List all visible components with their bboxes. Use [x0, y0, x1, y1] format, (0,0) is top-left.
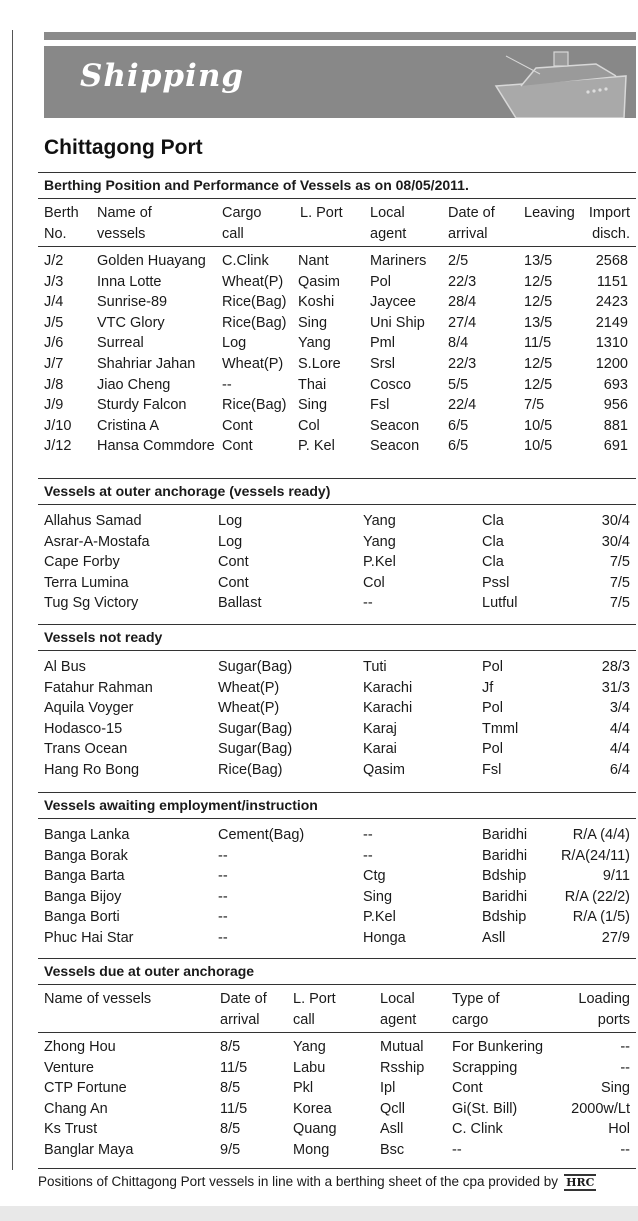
due-agent-col-header: Local agent: [380, 991, 417, 1028]
local-agent-cell: Mutual: [380, 1039, 424, 1055]
awaiting-row: [38, 846, 636, 867]
due-row: [38, 1140, 636, 1161]
awaiting-row: [38, 907, 636, 928]
berthing-row: [38, 375, 636, 396]
l-port-cell: Nant: [298, 253, 329, 269]
local-agent-cell: Pol: [482, 741, 503, 758]
awaiting-row: [38, 887, 636, 908]
hrc-logo: HRC: [566, 1176, 595, 1189]
local-agent-cell: Rsship: [380, 1059, 425, 1076]
l-port-cell: Thai: [298, 376, 327, 393]
not-ready-rows: [38, 657, 636, 781]
port-title: Chittagong Port: [44, 136, 203, 159]
vessel-name-cell: Ks Trust: [44, 1121, 98, 1138]
vessel-name-cell: Banga Barta: [44, 868, 125, 885]
date-cell: 3/4: [609, 700, 630, 717]
l-port-cell: P.Kel: [363, 554, 396, 571]
cargo-cell: Wheat(P): [222, 273, 284, 290]
arrival-cell: 6/5: [448, 438, 469, 455]
vessel-name-cell: Fatahur Rahman: [44, 679, 153, 696]
local-agent-cell: Seacon: [370, 438, 420, 455]
berth-cell: J/8: [44, 376, 64, 393]
leaving-cell: 12/5: [524, 294, 553, 311]
berthing-header-row: [38, 199, 636, 247]
import-cell: 693: [603, 376, 628, 393]
berth-cell: J/4: [44, 294, 64, 311]
outer-ready-section: [38, 478, 636, 614]
cargo-cell: Wheat(P): [222, 355, 284, 372]
due-l-port-col-header: L. Port call: [293, 991, 336, 1028]
outer-ready-row: [38, 573, 636, 594]
cargo-cell: --: [218, 888, 228, 905]
leaving-cell: 7/5: [524, 397, 545, 414]
vessel-name-cell: Tug Sg Victory: [44, 595, 139, 612]
cargo-type-cell: For Bunkering: [452, 1039, 544, 1055]
local-agent-cell: Ipl: [380, 1080, 396, 1097]
vessel-name-cell: Hodasco-15: [44, 720, 123, 737]
l-port-cell: Karachi: [363, 679, 413, 696]
arrival-cell: 5/5: [448, 376, 469, 393]
due-rows: [38, 1033, 636, 1161]
vessel-name-cell: Hang Ro Bong: [44, 761, 140, 778]
vessel-name-cell: Chang An: [44, 1100, 108, 1117]
cargo-cell: Sugar(Bag): [218, 741, 293, 758]
local-agent-cell: Cla: [482, 513, 504, 529]
left-column-rule: [12, 30, 13, 1170]
cargo-type-cell: Scrapping: [452, 1059, 518, 1076]
local-agent-cell: Qcll: [380, 1100, 405, 1117]
arrival-cell: 28/4: [448, 294, 477, 311]
due-row: [38, 1058, 636, 1079]
berth-cell: J/7: [44, 355, 64, 372]
outer-ready-row: [38, 532, 636, 553]
berth-cell: J/3: [44, 273, 64, 290]
l-port-cell: Honga: [363, 929, 406, 946]
not-ready-row: [38, 698, 636, 719]
due-loading-col-header: Loading ports: [578, 991, 630, 1028]
import-cell: 956: [603, 397, 628, 414]
due-vessel-col-header: Name of vessels: [44, 991, 152, 1007]
l-port-cell: --: [363, 595, 373, 612]
vessel-name-cell: Banga Lanka: [44, 827, 130, 843]
vessel-name-cell: VTC Glory: [97, 314, 165, 331]
awaiting-rows: [38, 825, 636, 949]
l-port-cell: --: [363, 827, 373, 843]
outer-ready-row: [38, 593, 636, 614]
not-ready-row: [38, 719, 636, 740]
status-cell: R/A (22/2): [564, 888, 630, 905]
berthing-row: [38, 436, 636, 457]
berth-cell: J/9: [44, 397, 64, 414]
awaiting-section: [38, 792, 636, 949]
cargo-cell: Cement(Bag): [218, 827, 305, 843]
vessel-name-cell: Phuc Hai Star: [44, 929, 134, 946]
vessel-name-cell: Venture: [44, 1059, 94, 1076]
local-agent-cell: Tmml: [482, 720, 519, 737]
local-agent-cell: Pol: [482, 700, 503, 717]
l-port-cell: P. Kel: [298, 438, 335, 455]
arrival-cell: 2/5: [448, 253, 469, 269]
local-agent-cell: Pol: [482, 659, 503, 675]
cargo-cell: Ballast: [218, 595, 262, 612]
cargo-cell: C.Clink: [222, 253, 269, 269]
due-row: [38, 1099, 636, 1120]
local-agent-cell: Bsc: [380, 1141, 405, 1158]
date-cell: 7/5: [609, 574, 630, 591]
outer-ready-rows: [38, 511, 636, 614]
vessel-name-cell: Allahus Samad: [44, 513, 142, 529]
date-cell: 30/4: [601, 513, 630, 529]
berthing-row: [38, 251, 636, 272]
l-port-cell: --: [363, 847, 373, 864]
local-agent-cell: Lutful: [482, 595, 518, 612]
arrival-cell: 22/4: [448, 397, 477, 414]
cargo-cell: --: [218, 909, 228, 926]
not-ready-row: [38, 760, 636, 781]
l-port-cell: Quang: [293, 1121, 337, 1138]
vessel-col-header: Name of vessels: [97, 205, 152, 242]
due-row: [38, 1037, 636, 1058]
due-row: [38, 1119, 636, 1140]
leaving-cell: 10/5: [524, 417, 553, 434]
berthing-rows: [38, 247, 636, 457]
awaiting-heading: Vessels awaiting employment/instruction: [38, 792, 636, 819]
local-agent-cell: Srsl: [370, 355, 395, 372]
date-cell: 6/4: [609, 761, 630, 778]
local-agent-cell: Cla: [482, 554, 504, 571]
cargo-cell: Rice(Bag): [218, 761, 283, 778]
vessel-name-cell: Zhong Hou: [44, 1039, 116, 1055]
l-port-cell: Karachi: [363, 700, 413, 717]
l-port-cell: Qasim: [363, 761, 405, 778]
cargo-cell: Log: [222, 335, 247, 352]
status-cell: R/A(24/11): [560, 847, 630, 864]
agent-col-header: Local agent: [370, 205, 407, 242]
import-cell: 691: [603, 438, 628, 455]
berth-cell: J/12: [44, 438, 72, 455]
import-cell: 1151: [596, 273, 628, 290]
l-port-cell: Col: [298, 417, 320, 434]
outer-ready-heading: Vessels at outer anchorage (vessels ready): [38, 478, 636, 505]
cargo-cell: Wheat(P): [218, 700, 280, 717]
l-port-cell: Labu: [293, 1059, 326, 1076]
local-agent-cell: Bdship: [482, 909, 527, 926]
outer-ready-row: [38, 511, 636, 532]
cargo-type-cell: --: [452, 1141, 462, 1158]
import-cell: 881: [603, 417, 628, 434]
ship-icon: [476, 46, 636, 118]
local-agent-cell: Asll: [380, 1121, 404, 1138]
local-agent-cell: Pml: [370, 335, 395, 352]
cargo-cell: Cont: [218, 574, 249, 591]
leaving-col-header: Leaving: [524, 205, 575, 221]
import-cell: 2149: [595, 314, 628, 331]
local-agent-cell: Mariners: [370, 253, 427, 269]
berth-cell: J/10: [44, 417, 72, 434]
l-port-cell: Col: [363, 574, 385, 591]
arrival-cell: 8/5: [220, 1080, 241, 1097]
loading-port-cell: --: [620, 1039, 630, 1055]
leaving-cell: 11/5: [524, 335, 552, 352]
vessel-name-cell: Hansa Commdore: [97, 438, 215, 455]
loading-port-cell: --: [620, 1059, 630, 1076]
date-cell: 28/3: [601, 659, 630, 675]
vessel-name-cell: Trans Ocean: [44, 741, 128, 758]
arrival-cell: 22/3: [448, 273, 477, 290]
shipping-banner: [44, 46, 636, 118]
cargo-cell: --: [218, 868, 228, 885]
outer-ready-row: [38, 552, 636, 573]
vessel-name-cell: Inna Lotte: [97, 273, 162, 290]
due-cargo-col-header: Type of cargo: [452, 991, 500, 1028]
berthing-row: [38, 416, 636, 437]
cargo-cell: Log: [218, 533, 243, 550]
leaving-cell: 13/5: [524, 253, 553, 269]
cargo-cell: Rice(Bag): [222, 397, 287, 414]
not-ready-row: [38, 657, 636, 678]
cargo-cell: --: [218, 847, 228, 864]
berth-col-header: Berth No.: [44, 205, 79, 242]
local-agent-cell: Baridhi: [482, 847, 528, 864]
l-port-cell: Ctg: [363, 868, 386, 885]
l-port-cell: Karai: [363, 741, 397, 758]
vessel-name-cell: Banglar Maya: [44, 1141, 134, 1158]
cargo-cell: Cont: [222, 417, 253, 434]
local-agent-cell: Cosco: [370, 376, 412, 393]
vessel-name-cell: Cristina A: [97, 417, 160, 434]
l-port-cell: Yang: [363, 533, 396, 550]
vessel-name-cell: Al Bus: [44, 659, 86, 675]
vessel-name-cell: Aquila Voyger: [44, 700, 134, 717]
date-cell: 4/4: [609, 741, 630, 758]
due-header-row: [38, 985, 636, 1033]
awaiting-row: [38, 866, 636, 887]
vessel-name-cell: CTP Fortune: [44, 1080, 127, 1097]
arrival-cell: 8/5: [220, 1121, 241, 1138]
l-port-cell: Sing: [298, 397, 328, 414]
date-cell: 7/5: [609, 595, 630, 612]
vessel-name-cell: Banga Borak: [44, 847, 128, 864]
berthing-row: [38, 354, 636, 375]
l-port-cell: Pkl: [293, 1080, 314, 1097]
status-cell: R/A (1/5): [572, 909, 630, 926]
l-port-cell: P.Kel: [363, 909, 396, 926]
cargo-cell: Cont: [222, 438, 253, 455]
footer-text: Positions of Chittagong Port vessels in line with a berthing sheet of the cpa provided by: [38, 1174, 559, 1189]
local-agent-cell: Fsl: [370, 397, 390, 414]
leaving-cell: 10/5: [524, 438, 553, 455]
local-agent-cell: Jf: [482, 679, 494, 696]
local-agent-cell: Asll: [482, 929, 506, 946]
berthing-row: [38, 395, 636, 416]
l-port-cell: Yang: [298, 335, 331, 352]
vessel-name-cell: Sunrise-89: [97, 294, 168, 311]
cargo-cell: Wheat(P): [218, 679, 280, 696]
berth-cell: J/5: [44, 314, 64, 331]
l-port-cell: Qasim: [298, 273, 340, 290]
berthing-row: [38, 313, 636, 334]
cargo-cell: --: [222, 376, 232, 393]
vessel-name-cell: Cape Forby: [44, 554, 120, 571]
date-cell: 7/5: [609, 554, 630, 571]
arrival-cell: 22/3: [448, 355, 477, 372]
import-cell: 2568: [595, 253, 628, 269]
not-ready-row: [38, 678, 636, 699]
berth-cell: J/2: [44, 253, 64, 269]
header-divider: [38, 246, 636, 247]
local-agent-cell: Baridhi: [482, 888, 528, 905]
l-port-col-header: L. Port: [300, 205, 343, 221]
berthing-row: [38, 292, 636, 313]
cargo-cell: --: [218, 929, 228, 946]
l-port-cell: Mong: [293, 1141, 330, 1158]
awaiting-row: [38, 825, 636, 846]
banner-title: Shipping: [80, 58, 245, 94]
vessel-name-cell: Golden Huayang: [97, 253, 206, 269]
arrival-cell: 8/5: [220, 1039, 241, 1055]
l-port-cell: Sing: [363, 888, 393, 905]
arrival-cell: 11/5: [220, 1100, 248, 1117]
berthing-row: [38, 272, 636, 293]
local-agent-cell: Cla: [482, 533, 504, 550]
vessel-name-cell: Jiao Cheng: [97, 376, 171, 393]
vessel-name-cell: Terra Lumina: [44, 574, 129, 591]
l-port-cell: Karaj: [363, 720, 397, 737]
arrival-cell: 11/5: [220, 1059, 248, 1076]
berthing-row: [38, 333, 636, 354]
date-cell: 30/4: [601, 533, 630, 550]
arrival-col-header: Date of arrival: [448, 205, 495, 242]
l-port-cell: Yang: [363, 513, 396, 529]
vessel-name-cell: Asrar-A-Mostafa: [44, 533, 150, 550]
bottom-bar: [0, 1206, 638, 1221]
local-agent-cell: Pssl: [482, 574, 510, 591]
local-agent-cell: Seacon: [370, 417, 420, 434]
cargo-cell: Cont: [218, 554, 249, 571]
arrival-cell: 8/4: [448, 335, 469, 352]
local-agent-cell: Baridhi: [482, 827, 528, 843]
leaving-cell: 13/5: [524, 314, 553, 331]
due-row: [38, 1078, 636, 1099]
not-ready-heading: Vessels not ready: [38, 624, 636, 651]
l-port-cell: Korea: [293, 1100, 332, 1117]
header-divider: [38, 1032, 636, 1033]
berthing-heading: Berthing Position and Performance of Vessels as on 08/05/2011.: [38, 172, 636, 199]
arrival-cell: 6/5: [448, 417, 469, 434]
vessel-name-cell: Shahriar Jahan: [97, 355, 196, 372]
date-cell: 4/4: [609, 720, 630, 737]
top-bar: [44, 32, 636, 40]
arrival-cell: 27/4: [448, 314, 477, 331]
due-arrival-col-header: Date of arrival: [220, 991, 267, 1028]
l-port-cell: S.Lore: [298, 355, 341, 372]
loading-port-cell: 2000w/Lt: [571, 1100, 630, 1117]
date-cell: 31/3: [601, 679, 630, 696]
cargo-col-header: Cargo call: [222, 205, 262, 242]
cargo-type-cell: Gi(St. Bill): [452, 1100, 518, 1117]
loading-port-cell: Hol: [608, 1121, 630, 1138]
local-agent-cell: Bdship: [482, 868, 527, 885]
cargo-type-cell: Cont: [452, 1080, 483, 1097]
cargo-type-cell: C. Clink: [452, 1121, 503, 1138]
not-ready-row: [38, 739, 636, 760]
cargo-cell: Rice(Bag): [222, 314, 287, 331]
awaiting-row: [38, 928, 636, 949]
l-port-cell: Yang: [293, 1039, 326, 1055]
leaving-cell: 12/5: [524, 273, 553, 290]
not-ready-section: [38, 624, 636, 781]
arrival-cell: 9/5: [220, 1141, 241, 1158]
berthing-section: [38, 172, 636, 457]
cargo-cell: Sugar(Bag): [218, 659, 293, 675]
cargo-cell: Sugar(Bag): [218, 720, 293, 737]
l-port-cell: Koshi: [298, 294, 335, 311]
vessel-name-cell: Banga Bijoy: [44, 888, 122, 905]
leaving-cell: 12/5: [524, 376, 553, 393]
due-section: [38, 958, 636, 1161]
cargo-cell: Log: [218, 513, 243, 529]
loading-port-cell: Sing: [600, 1080, 630, 1097]
status-cell: R/A (4/4): [572, 827, 630, 843]
cargo-cell: Rice(Bag): [222, 294, 287, 311]
status-cell: 9/11: [602, 868, 630, 885]
import-cell: 2423: [595, 294, 628, 311]
l-port-cell: Tuti: [363, 659, 387, 675]
vessel-name-cell: Surreal: [97, 335, 144, 352]
due-heading: Vessels due at outer anchorage: [38, 958, 636, 985]
status-cell: 27/9: [601, 929, 630, 946]
loading-port-cell: --: [620, 1141, 630, 1158]
leaving-cell: 12/5: [524, 355, 553, 372]
local-agent-cell: Uni Ship: [370, 314, 425, 331]
import-col-header: Import disch.: [588, 205, 630, 242]
local-agent-cell: Fsl: [482, 761, 502, 778]
berth-cell: J/6: [44, 335, 64, 352]
vessel-name-cell: Sturdy Falcon: [97, 397, 187, 414]
l-port-cell: Sing: [298, 314, 328, 331]
local-agent-cell: Jaycee: [370, 294, 416, 311]
import-cell: 1200: [595, 355, 628, 372]
local-agent-cell: Pol: [370, 273, 391, 290]
import-cell: 1310: [595, 335, 628, 352]
vessel-name-cell: Banga Borti: [44, 909, 120, 926]
footer-note: [38, 1168, 636, 1191]
